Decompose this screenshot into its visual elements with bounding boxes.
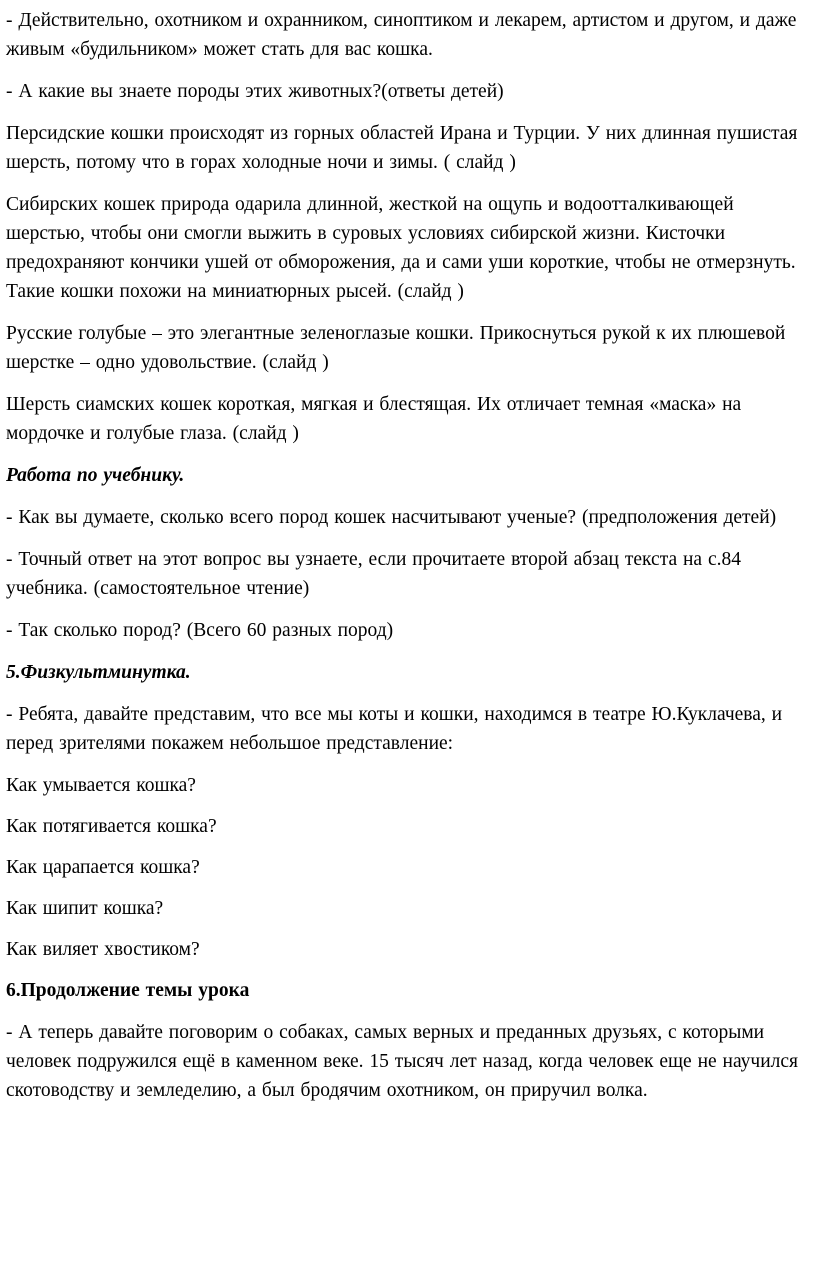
- line-cat-washes: Как умывается кошка?: [6, 775, 196, 796]
- paragraph-breeds-count-question: - Как вы думаете, сколько всего пород кошек насчитывают ученые? (предположения детей): [6, 507, 777, 528]
- heading-lesson-continuation: 6.Продолжение темы урока: [6, 980, 250, 1001]
- paragraph-cat-roles: - Действительно, охотником и охранником, синоптиком и лекарем, артистом и другом, и даже живым «будильником» может стать для вас кошка.: [6, 10, 797, 60]
- paragraph-siberian-cats: Сибирских кошек природа одарила длинной, жесткой на ощупь и водоотталкивающей шерстью, чтобы они смогли выжить в суровых условиях сибирской жизни. Кисточки предохраняют кончики ушей от обморожения, да и сами уши короткие, чтобы не отмерзнуть. Такие кошки похожи на миниатюрных рысей. (слайд ): [6, 194, 796, 302]
- paragraph-siamese-cats: Шерсть сиамских кошек короткая, мягкая и блестящая. Их отличает темная «маска» на мордочке и голубые глаза. (слайд ): [6, 394, 742, 444]
- paragraph-read-textbook: - Точный ответ на этот вопрос вы узнаете, если прочитаете второй абзац текста на с.84 учебника. (самостоятельное чтение): [6, 549, 741, 599]
- line-cat-scratches: Как царапается кошка?: [6, 857, 200, 878]
- paragraph-dogs-intro: - А теперь давайте поговорим о собаках, самых верных и преданных друзьях, с которыми человек подружился ещё в каменном веке. 15 тысяч лет назад, когда человек еще не научился скотоводству и земледелию, а был бродячим охотником, он приручил волка.: [6, 1022, 799, 1101]
- line-cat-stretches: Как потягивается кошка?: [6, 816, 217, 837]
- heading-physical-exercise: 5.Физкультминутка.: [6, 662, 191, 683]
- paragraph-russian-blue: Русские голубые – это элегантные зеленоглазые кошки. Прикоснуться рукой к их плюшевой шерстке – одно удовольствие. (слайд ): [6, 323, 786, 373]
- paragraph-theater-intro: - Ребята, давайте представим, что все мы коты и кошки, находимся в театре Ю.Куклачева, и перед зрителями покажем небольшое представление:: [6, 704, 783, 754]
- paragraph-breeds-question: - А какие вы знаете породы этих животных?(ответы детей): [6, 81, 504, 102]
- line-cat-tail: Как виляет хвостиком?: [6, 939, 200, 960]
- paragraph-breeds-answer: - Так сколько пород? (Всего 60 разных пород): [6, 620, 394, 641]
- line-cat-hisses: Как шипит кошка?: [6, 898, 164, 919]
- paragraph-persian-cats: Персидские кошки происходят из горных областей Ирана и Турции. У них длинная пушистая шерсть, потому что в горах холодные ночи и зимы. ( слайд ): [6, 123, 798, 173]
- heading-textbook-work: Работа по учебнику.: [6, 465, 185, 486]
